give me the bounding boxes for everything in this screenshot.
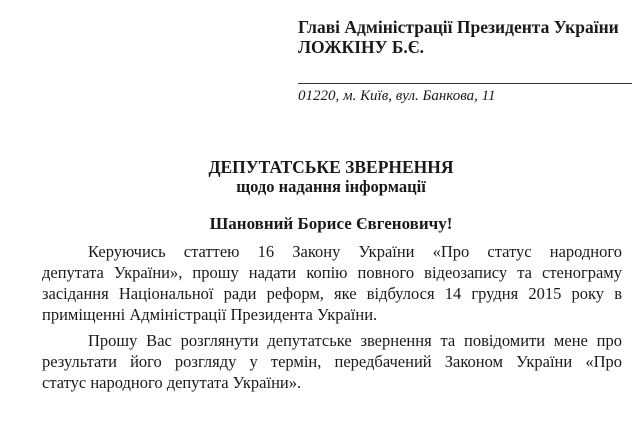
paragraph-line: приміщенні Адміністрації Президента України. [42,305,378,324]
paragraph-line: депутата України», прошу надати копію повного відеозапису та стенограму [42,263,622,282]
addressee-position: Главі Адміністрації Президента України [298,17,619,37]
paragraph-line: статус народного депутата України». [42,373,302,392]
greeting: Шановний Борисе Євгеновичу! [209,214,453,233]
paragraph-line: засідання Національної ради реформ, яке відбулося 14 грудня 2015 року в [42,284,622,303]
document-title: ДЕПУТАТСЬКЕ ЗВЕРНЕННЯ [208,157,454,177]
addressee-address: 01220, м. Київ, вул. Банкова, 11 [298,88,496,104]
paragraph-line: результати його розгляду у термін, передбачений Законом України «Про [42,352,622,371]
paragraph-line: Прошу Вас розглянути депутатське звернення та повідомити мене про [88,331,622,350]
document-subtitle: щодо надання інформації [236,177,426,196]
divider [298,83,632,84]
addressee-name: ЛОЖКІНУ Б.Є. [298,37,425,57]
paragraph-line: Керуючись статтею 16 Закону України «Про статус народного [88,242,622,261]
